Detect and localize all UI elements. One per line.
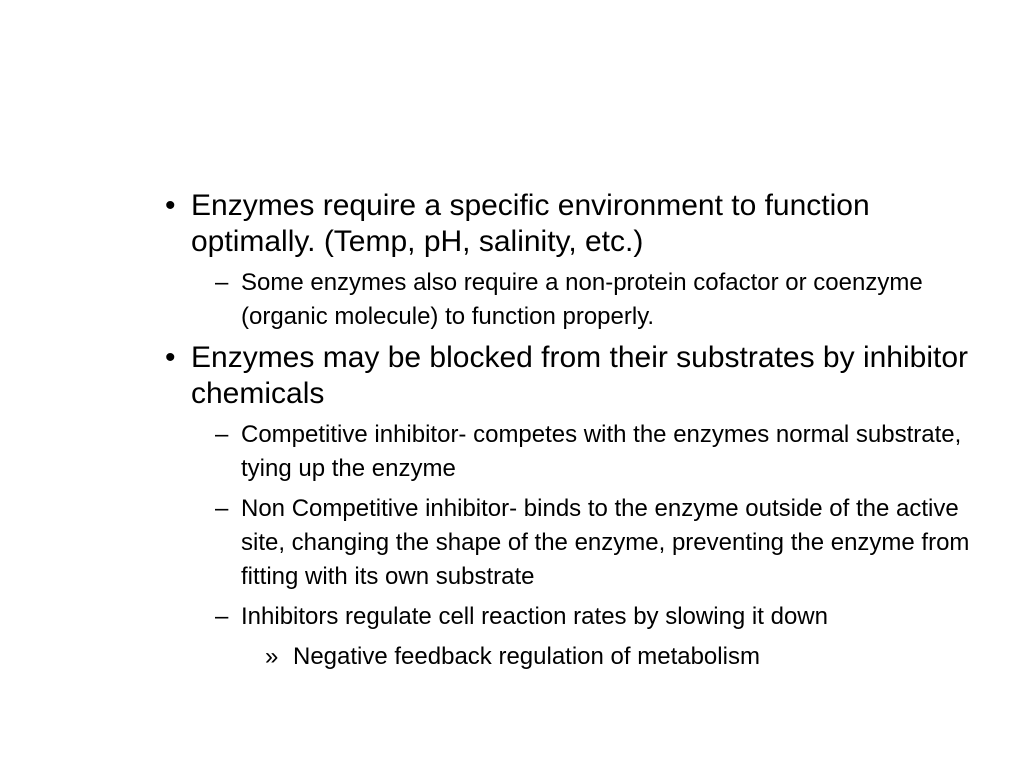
bullet-text: Negative feedback regulation of metabolism xyxy=(293,643,760,670)
dash-marker: – xyxy=(215,495,229,522)
bullet-level2 xyxy=(165,418,985,486)
bullet-level2 xyxy=(165,266,985,334)
dash-marker: – xyxy=(215,603,229,630)
bullet-level2 xyxy=(165,492,985,594)
bullet-text: Some enzymes also require a non-protein cofactor or coenzyme (organic molecule) to function properly. xyxy=(241,269,923,330)
bullet-text: Competitive inhibitor- competes with the enzymes normal substrate, tying up the enzyme xyxy=(241,421,962,482)
bullet-text: Enzymes require a specific environment to function optimally. (Temp, pH, salinity, etc.) xyxy=(191,189,870,258)
bullet-level2 xyxy=(165,600,985,634)
bullet-level1 xyxy=(165,340,985,412)
chevron-marker: » xyxy=(265,643,279,670)
dash-marker: – xyxy=(215,421,229,448)
bullet-marker: • xyxy=(165,189,176,222)
bullet-text: Non Competitive inhibitor- binds to the enzyme outside of the active site, changing the shape of the enzyme, preventing the enzyme from fitting with its own substrate xyxy=(241,495,970,590)
bullet-level1 xyxy=(165,188,985,260)
bullet-text: Enzymes may be blocked from their substrates by inhibitor chemicals xyxy=(191,341,968,410)
bullet-level3 xyxy=(165,640,985,674)
bullet-text: Inhibitors regulate cell reaction rates by slowing it down xyxy=(241,603,828,630)
dash-marker: – xyxy=(215,269,229,296)
bullet-marker: • xyxy=(165,341,176,374)
slide-content xyxy=(165,188,985,674)
